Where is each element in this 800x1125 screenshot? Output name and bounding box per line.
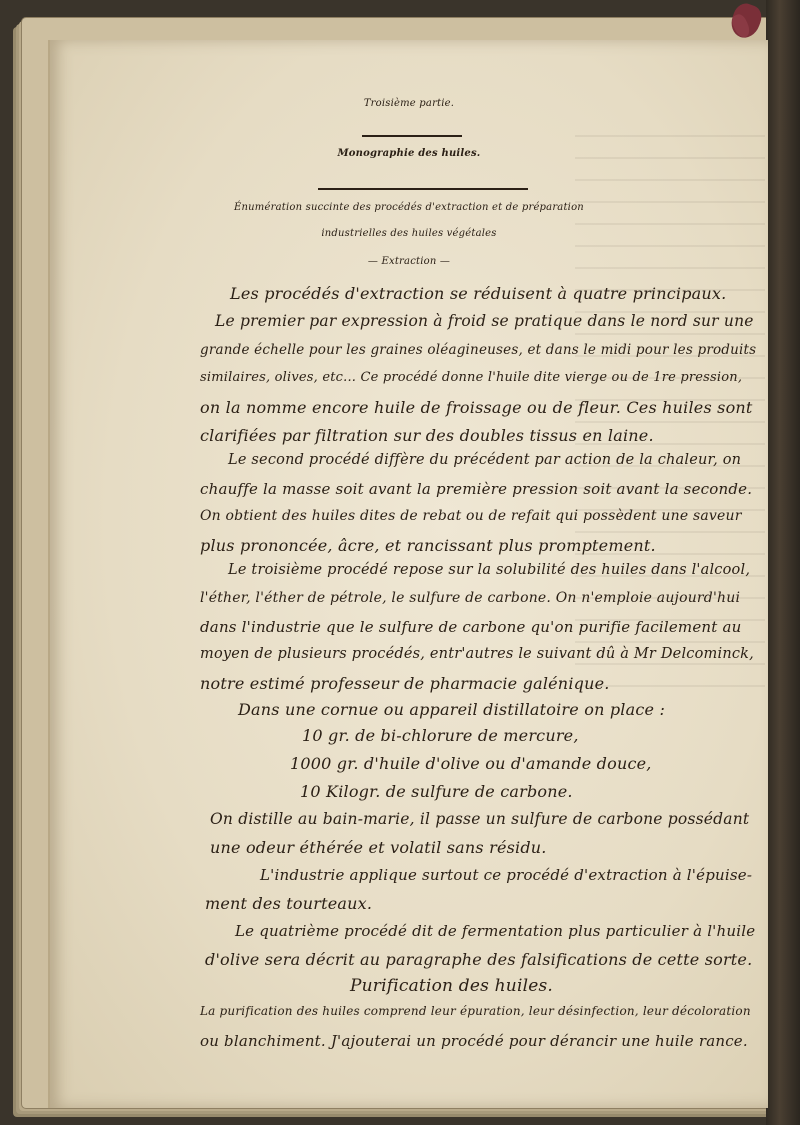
text-line: d'olive sera décrit au paragraphe des falsifications de cette sorte. <box>205 950 753 969</box>
heading-line-1: Énumération succinte des procédés d'extraction et de préparation <box>234 202 584 213</box>
section-title: Monographie des huiles. <box>337 148 481 159</box>
text-line: Les procédés d'extraction se réduisent à quatre principaux. <box>230 284 727 303</box>
text-line: On obtient des huiles dites de rebat ou de refait qui possèdent une saveur <box>200 508 742 524</box>
text-line: l'éther, l'éther de pétrole, le sulfure de carbone. On n'emploie aujourd'hui <box>200 590 741 606</box>
text-line: Le quatrième procédé dit de fermentation plus particulier à l'huile <box>235 922 756 940</box>
manuscript-page <box>48 40 768 1108</box>
text-line: L'industrie applique surtout ce procédé d'extraction à l'épuise- <box>260 866 753 884</box>
text-line: Dans une cornue ou appareil distillatoire on place : <box>238 700 666 719</box>
section-rule <box>318 188 528 190</box>
heading-line-2: industrielles des huiles végétales <box>321 228 497 239</box>
part-title: Troisième partie. <box>363 98 455 109</box>
recipe-line: 1000 gr. d'huile d'olive ou d'amande douce, <box>290 754 652 773</box>
text-line: La purification des huiles comprend leur épuration, leur désinfection, leur décoloration <box>200 1004 751 1018</box>
text-line: ou blanchiment. J'ajouterai un procédé pour dérancir une huile rance. <box>200 1032 748 1050</box>
text-line: clarifiées par filtration sur des doubles tissus en laine. <box>200 426 654 445</box>
manuscript-text <box>50 40 768 1108</box>
text-line: moyen de plusieurs procédés, entr'autres le suivant dû à Mr Delcominck, <box>200 646 754 662</box>
text-line: Le troisième procédé repose sur la solubilité des huiles dans l'alcool, <box>228 562 751 578</box>
text-line: dans l'industrie que le sulfure de carbone qu'on purifie facilement au <box>200 618 742 636</box>
text-line: ment des tourteaux. <box>205 894 373 913</box>
book-spine <box>766 0 800 1125</box>
text-line: grande échelle pour les graines oléagineuses, et dans le midi pour les produits <box>200 342 757 358</box>
text-line: similaires, olives, etc... Ce procédé donne l'huile dite vierge ou de 1re pression, <box>200 370 743 385</box>
text-line: une odeur éthérée et volatil sans résidu. <box>210 838 547 857</box>
text-line: Le second procédé diffère du précédent par action de la chaleur, on <box>228 452 742 468</box>
subheading-extraction: — Extraction — <box>367 256 451 267</box>
text-line: on la nomme encore huile de froissage ou de fleur. Ces huiles sont <box>200 398 753 417</box>
text-line: On distille au bain-marie, il passe un sulfure de carbone possédant <box>210 810 750 828</box>
recipe-line: 10 Kilogr. de sulfure de carbone. <box>300 782 573 801</box>
title-rule <box>362 135 462 137</box>
recipe-line: 10 gr. de bi-chlorure de mercure, <box>302 726 579 745</box>
subheading-purification: Purification des huiles. <box>350 976 554 996</box>
text-line: Le premier par expression à froid se pratique dans le nord sur une <box>215 312 754 330</box>
text-line: plus prononcée, âcre, et rancissant plus promptement. <box>200 536 656 555</box>
text-line: notre estimé professeur de pharmacie galénique. <box>200 674 610 693</box>
text-line: chauffe la masse soit avant la première pression soit avant la seconde. <box>200 480 753 498</box>
